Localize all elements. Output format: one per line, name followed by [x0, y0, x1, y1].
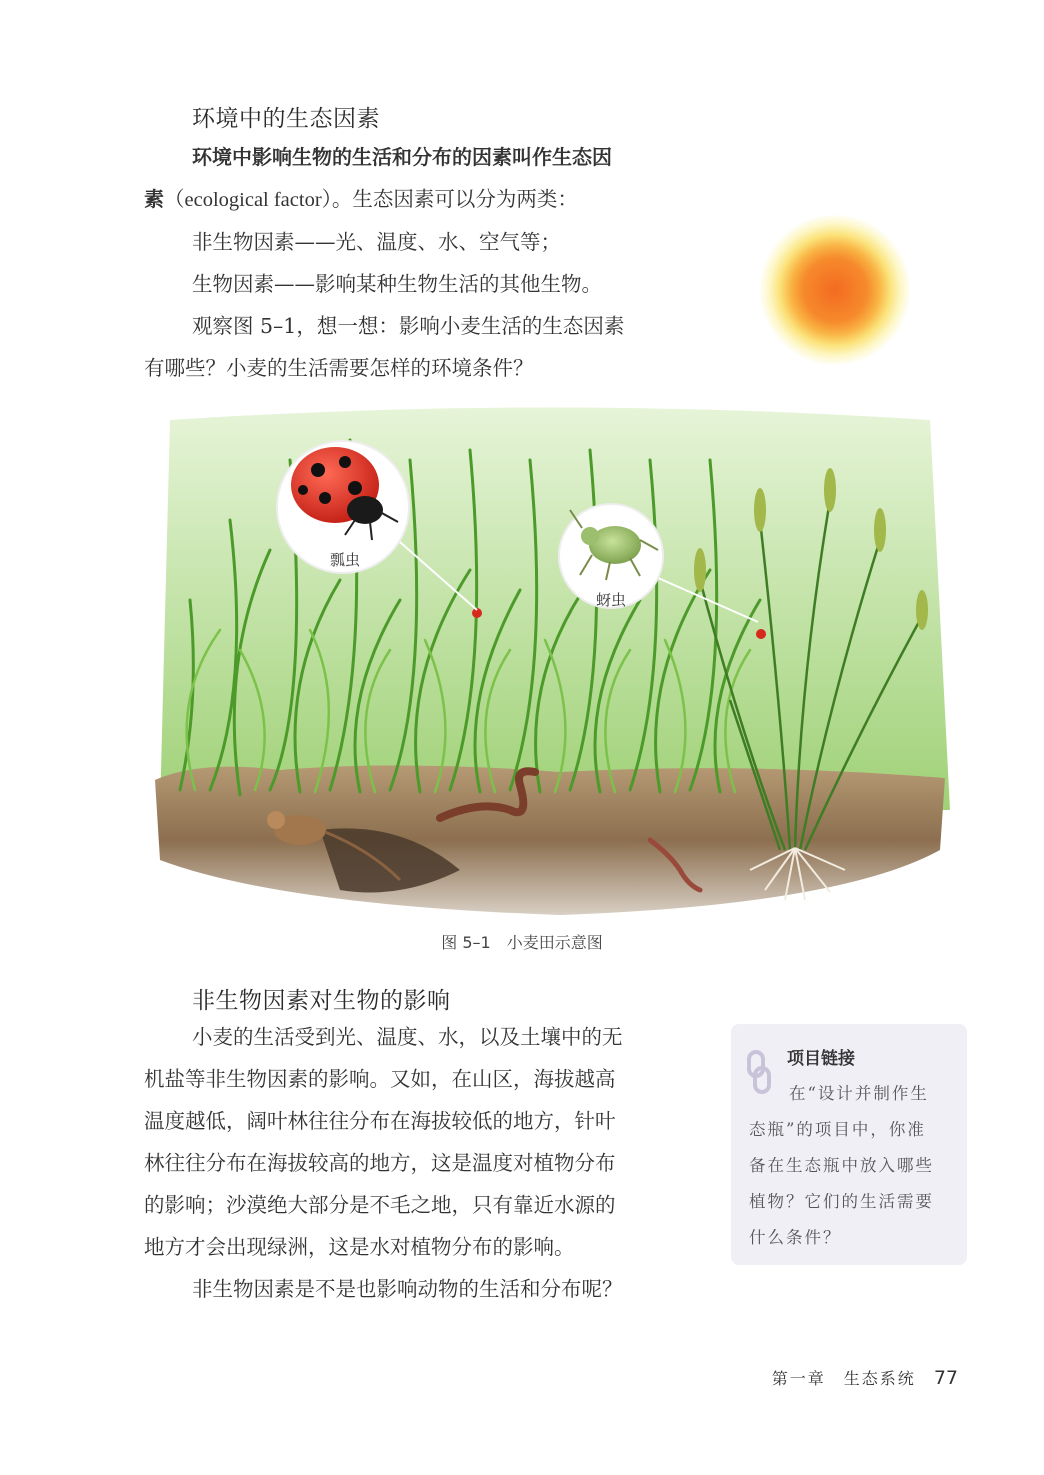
sidebar-title: 项目链接	[787, 1049, 855, 1069]
ladybug-small-2	[756, 629, 766, 639]
field-background	[160, 408, 950, 811]
section2-line: 小麦的生活受到光、温度、水，以及土壤中的无	[192, 1025, 623, 1049]
section2-line: 机盐等非生物因素的影响。又如，在山区，海拔越高	[144, 1067, 616, 1091]
ladybug-callout	[277, 441, 409, 573]
ladybug-label: 瓢虫	[329, 551, 361, 569]
section-heading-abiotic-influence: 非生物因素对生物的影响	[192, 988, 451, 1014]
definition-rest: 。生态因素可以分为两类：	[331, 187, 578, 211]
sidebar-line: 在“设计并制作生	[789, 1084, 929, 1103]
chapter-title: 第一章 生态系统	[771, 1369, 916, 1388]
sidebar-body	[749, 1076, 959, 1256]
wheat-field-illustration	[140, 400, 960, 920]
biotic-factors-line: 生物因素——影响某种生物生活的其他生物。	[192, 272, 602, 296]
section2-line: 的影响；沙漠绝大部分是不毛之地，只有靠近水源的	[144, 1193, 616, 1217]
definition-term-end: 素	[144, 187, 164, 211]
page-number: 77	[933, 1367, 958, 1389]
definition-line-2	[144, 178, 624, 221]
definition-line-1: 环境中影响生物的生活和分布的因素叫作生态因	[192, 145, 612, 169]
figure-caption: 图 5–1 小麦田示意图	[441, 933, 603, 952]
aphid-label: 蚜虫	[595, 591, 627, 609]
observe-question-line-2: 有哪些？小麦的生活需要怎样的环境条件？	[144, 356, 534, 380]
sidebar-line: 备在生态瓶中放入哪些	[749, 1156, 934, 1175]
sidebar-line: 什么条件？	[749, 1228, 842, 1247]
section2-question: 非生物因素是不是也影响动物的生活和分布呢？	[192, 1277, 623, 1301]
sidebar-line: 态瓶”的项目中，你准	[749, 1120, 926, 1139]
section2-line: 地方才会出现绿洲，这是水对植物分布的影响。	[144, 1235, 575, 1259]
sun-illustration	[760, 215, 910, 365]
abiotic-factors-line: 非生物因素——光、温度、水、空气等；	[192, 230, 561, 254]
section1-body	[144, 136, 624, 389]
soil-layer	[155, 765, 945, 915]
section-heading-ecological-factors: 环境中的生态因素	[192, 106, 380, 132]
section2-line: 温度越低，阔叶林往往分布在海拔较低的地方，针叶	[144, 1109, 616, 1133]
aphid-callout	[559, 504, 663, 609]
observe-question-line-1: 观察图 5–1，想一想：影响小麦生活的生态因素	[192, 314, 625, 338]
section2-body	[144, 1016, 623, 1310]
sidebar-line: 植物？它们的生活需要	[749, 1192, 934, 1211]
project-link-sidebar	[731, 1024, 967, 1265]
section2-line: 林往往分布在海拔较高的地方，这是温度对植物分布	[144, 1151, 616, 1175]
page-footer	[772, 1366, 958, 1389]
english-term: （ecological factor）	[164, 189, 332, 211]
